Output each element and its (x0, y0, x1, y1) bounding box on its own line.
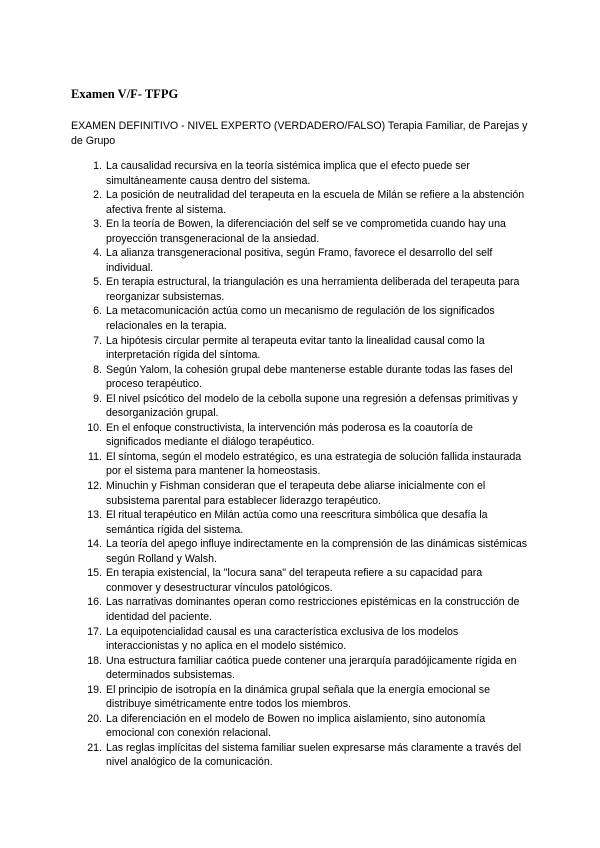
question-item (71, 363, 531, 392)
question-item (71, 304, 531, 333)
question-text: La hipótesis circular permite al terapeuta evitar tanto la linealidad causal como la interpretación rígida del síntoma. (106, 334, 485, 362)
question-text: En terapia existencial, la "locura sana" del terapeuta refiere a su capacidad para conmover y desestructurar vínculos patológicos. (106, 567, 483, 594)
question-text: La equipotencialidad causal es una característica exclusiva de los modelos interaccionistas y no aplica en el modelo sistémico. (106, 625, 459, 652)
question-number: 2. (93, 189, 102, 202)
question-text: Las narrativas dominantes operan como restricciones epistémicas en la construcción de identidad del paciente. (106, 596, 520, 623)
question-list (71, 159, 531, 770)
question-number: 12. (87, 480, 102, 493)
question-item (71, 159, 531, 188)
question-number: 21. (87, 741, 102, 754)
question-number: 1. (93, 160, 102, 172)
question-item (71, 450, 531, 479)
question-text: Las reglas implícitas del sistema familiar suelen expresarse más claramente a través del nivel analógico de la comunicación. (106, 741, 522, 769)
question-item (71, 334, 531, 363)
question-text: La diferenciación en el modelo de Bowen no implica aislamiento, sino autonomía emocional con conexión relacional. (106, 712, 486, 740)
question-item (71, 741, 531, 770)
question-number: 18. (87, 654, 102, 667)
question-number: 7. (93, 334, 102, 347)
question-item (71, 246, 531, 275)
question-number: 10. (87, 421, 102, 434)
question-number: 3. (93, 218, 102, 231)
question-item (71, 479, 531, 508)
question-item (71, 188, 531, 217)
question-number: 16. (87, 596, 102, 609)
question-item (71, 712, 531, 741)
question-number: 14. (87, 538, 102, 551)
question-text: El síntoma, según el modelo estratégico, es una estrategia de solución fallida instaurada por el sistema para mantener la homeostasis. (106, 450, 522, 478)
question-number: 17. (87, 625, 102, 638)
question-text: La metacomunicación actúa como un mecanismo de regulación de los significados relacionales en la terapia. (106, 305, 495, 332)
question-number: 5. (93, 276, 102, 289)
question-text: Según Yalom, la cohesión grupal debe mantenerse estable durante todas las fases del proceso terapéutico. (106, 363, 513, 391)
question-item (71, 595, 531, 624)
question-item (71, 683, 531, 712)
question-number: 9. (93, 392, 102, 405)
question-item (71, 275, 531, 304)
question-item (71, 654, 531, 683)
question-text: El ritual terapéutico en Milán actúa como una reescritura simbólica que desafía la semántica rígida del sistema. (106, 509, 488, 536)
exam-intro: EXAMEN DEFINITIVO - NIVEL EXPERTO (VERDADERO/FALSO) Terapia Familiar, de Parejas y de Grupo (71, 120, 528, 147)
question-item (71, 392, 531, 421)
question-number: 13. (87, 509, 102, 522)
question-item (71, 566, 531, 595)
question-text: El nivel psicótico del modelo de la cebolla supone una regresión a defensas primitivas y desorganización grupal. (106, 392, 518, 420)
question-text: En la teoría de Bowen, la diferenciación del self se ve comprometida cuando hay una proyección transgeneracional de la ansiedad. (106, 218, 506, 245)
document-title: Examen V/F- TFPG (71, 87, 179, 101)
question-number: 11. (88, 450, 102, 463)
question-item (71, 508, 531, 537)
question-text: Una estructura familiar caótica puede contener una jerarquía paradójicamente rígida en determinados subsistemas. (106, 654, 517, 682)
question-number: 19. (87, 683, 102, 696)
question-item (71, 625, 531, 654)
question-text: La teoría del apego influye indirectamente en la comprensión de las dinámicas sistémicas según Rolland y Walsh. (106, 538, 528, 565)
question-text: El principio de isotropía en la dinámica grupal señala que la energía emocional se distribuye simétricamente entre todos los miembros. (106, 683, 490, 711)
question-text: La posición de neutralidad del terapeuta en la escuela de Milán se refiere a la abstención afectiva frente al sistema. (106, 189, 525, 216)
question-text: En terapia estructural, la triangulación es una herramienta deliberada del terapeuta para reorganizar subsistemas. (106, 276, 520, 303)
question-number: 15. (87, 567, 102, 580)
question-text: Minuchin y Fishman consideran que el terapeuta debe aliarse inicialmente con el subsistema parental para establecer liderazgo terapéutico. (106, 480, 486, 507)
question-number: 6. (93, 305, 102, 318)
question-number: 20. (87, 712, 102, 725)
question-item (71, 421, 531, 450)
question-number: 4. (93, 247, 102, 260)
question-text: La causalidad recursiva en la teoría sistémica implica que el efecto puede ser simultáneamente causa dentro del sistema. (106, 160, 470, 187)
question-number: 8. (93, 363, 102, 376)
question-text: En el enfoque constructivista, la intervención más poderosa es la coautoría de significados mediante el diálogo terapéutico. (106, 421, 473, 449)
question-text: La alianza transgeneracional positiva, según Framo, favorece el desarrollo del self individual. (106, 247, 493, 274)
question-item (71, 217, 531, 246)
question-item (71, 537, 531, 566)
